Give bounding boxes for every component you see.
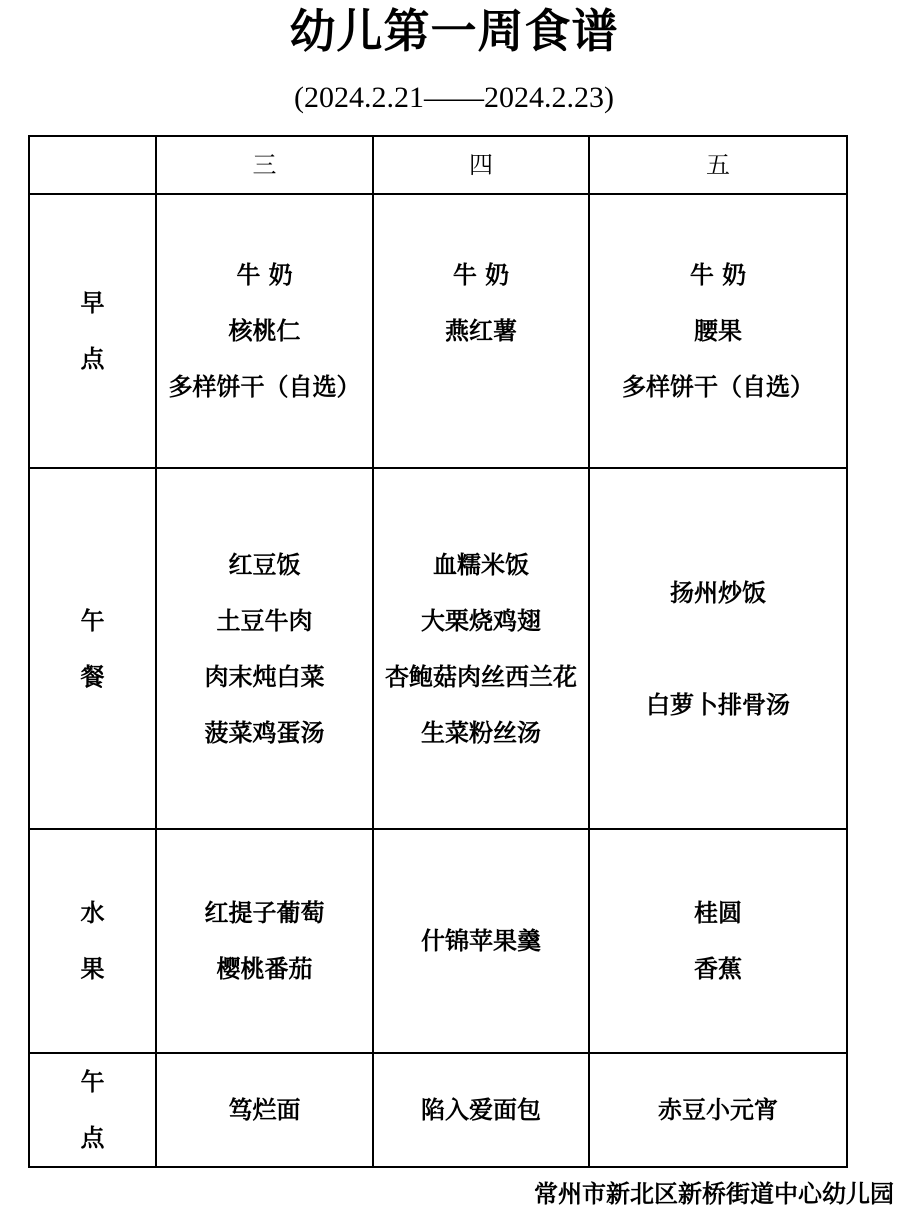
page-title: 幼儿第一周食谱 [289, 4, 619, 58]
menu-cell: 红豆饭 土豆牛肉 肉末炖白菜 菠菜鸡蛋汤 [156, 468, 373, 829]
menu-cell: 桂圆 香蕉 [589, 829, 847, 1053]
header-row [29, 136, 847, 194]
day-header: 三 [156, 136, 373, 194]
day-header: 四 [373, 136, 589, 194]
menu-cell: 扬州炒饭 白萝卜排骨汤 [589, 468, 847, 829]
row-label-afternoon-snack: 午 点 [29, 1053, 156, 1167]
row-label-fruit: 水 果 [29, 829, 156, 1053]
menu-table [28, 135, 848, 1168]
afternoon-snack-row [29, 1053, 847, 1167]
menu-cell: 血糯米饭 大栗烧鸡翅 杏鲍菇肉丝西兰花 生菜粉丝汤 [373, 468, 589, 829]
menu-cell: 牛 奶 腰果 多样饼干（自选） [589, 194, 847, 468]
corner-cell [29, 136, 156, 194]
menu-cell: 红提子葡萄 樱桃番茄 [156, 829, 373, 1053]
menu-cell: 陷入爱面包 [373, 1053, 589, 1167]
date-range: (2024.2.21——2024.2.23) [294, 81, 614, 114]
menu-cell: 赤豆小元宵 [589, 1053, 847, 1167]
row-label-lunch: 午 餐 [29, 468, 156, 829]
menu-cell: 什锦苹果羹 [373, 829, 589, 1053]
row-label-breakfast: 早 点 [29, 194, 156, 468]
menu-cell: 牛 奶 核桃仁 多样饼干（自选） [156, 194, 373, 468]
menu-cell: 牛 奶 燕红薯 [373, 194, 589, 468]
lunch-row [29, 468, 847, 829]
day-header: 五 [589, 136, 847, 194]
school-name-footer: 常州市新北区新桥街道中心幼儿园 [534, 1179, 894, 1208]
breakfast-row [29, 194, 847, 468]
menu-cell: 笃烂面 [156, 1053, 373, 1167]
fruit-row [29, 829, 847, 1053]
